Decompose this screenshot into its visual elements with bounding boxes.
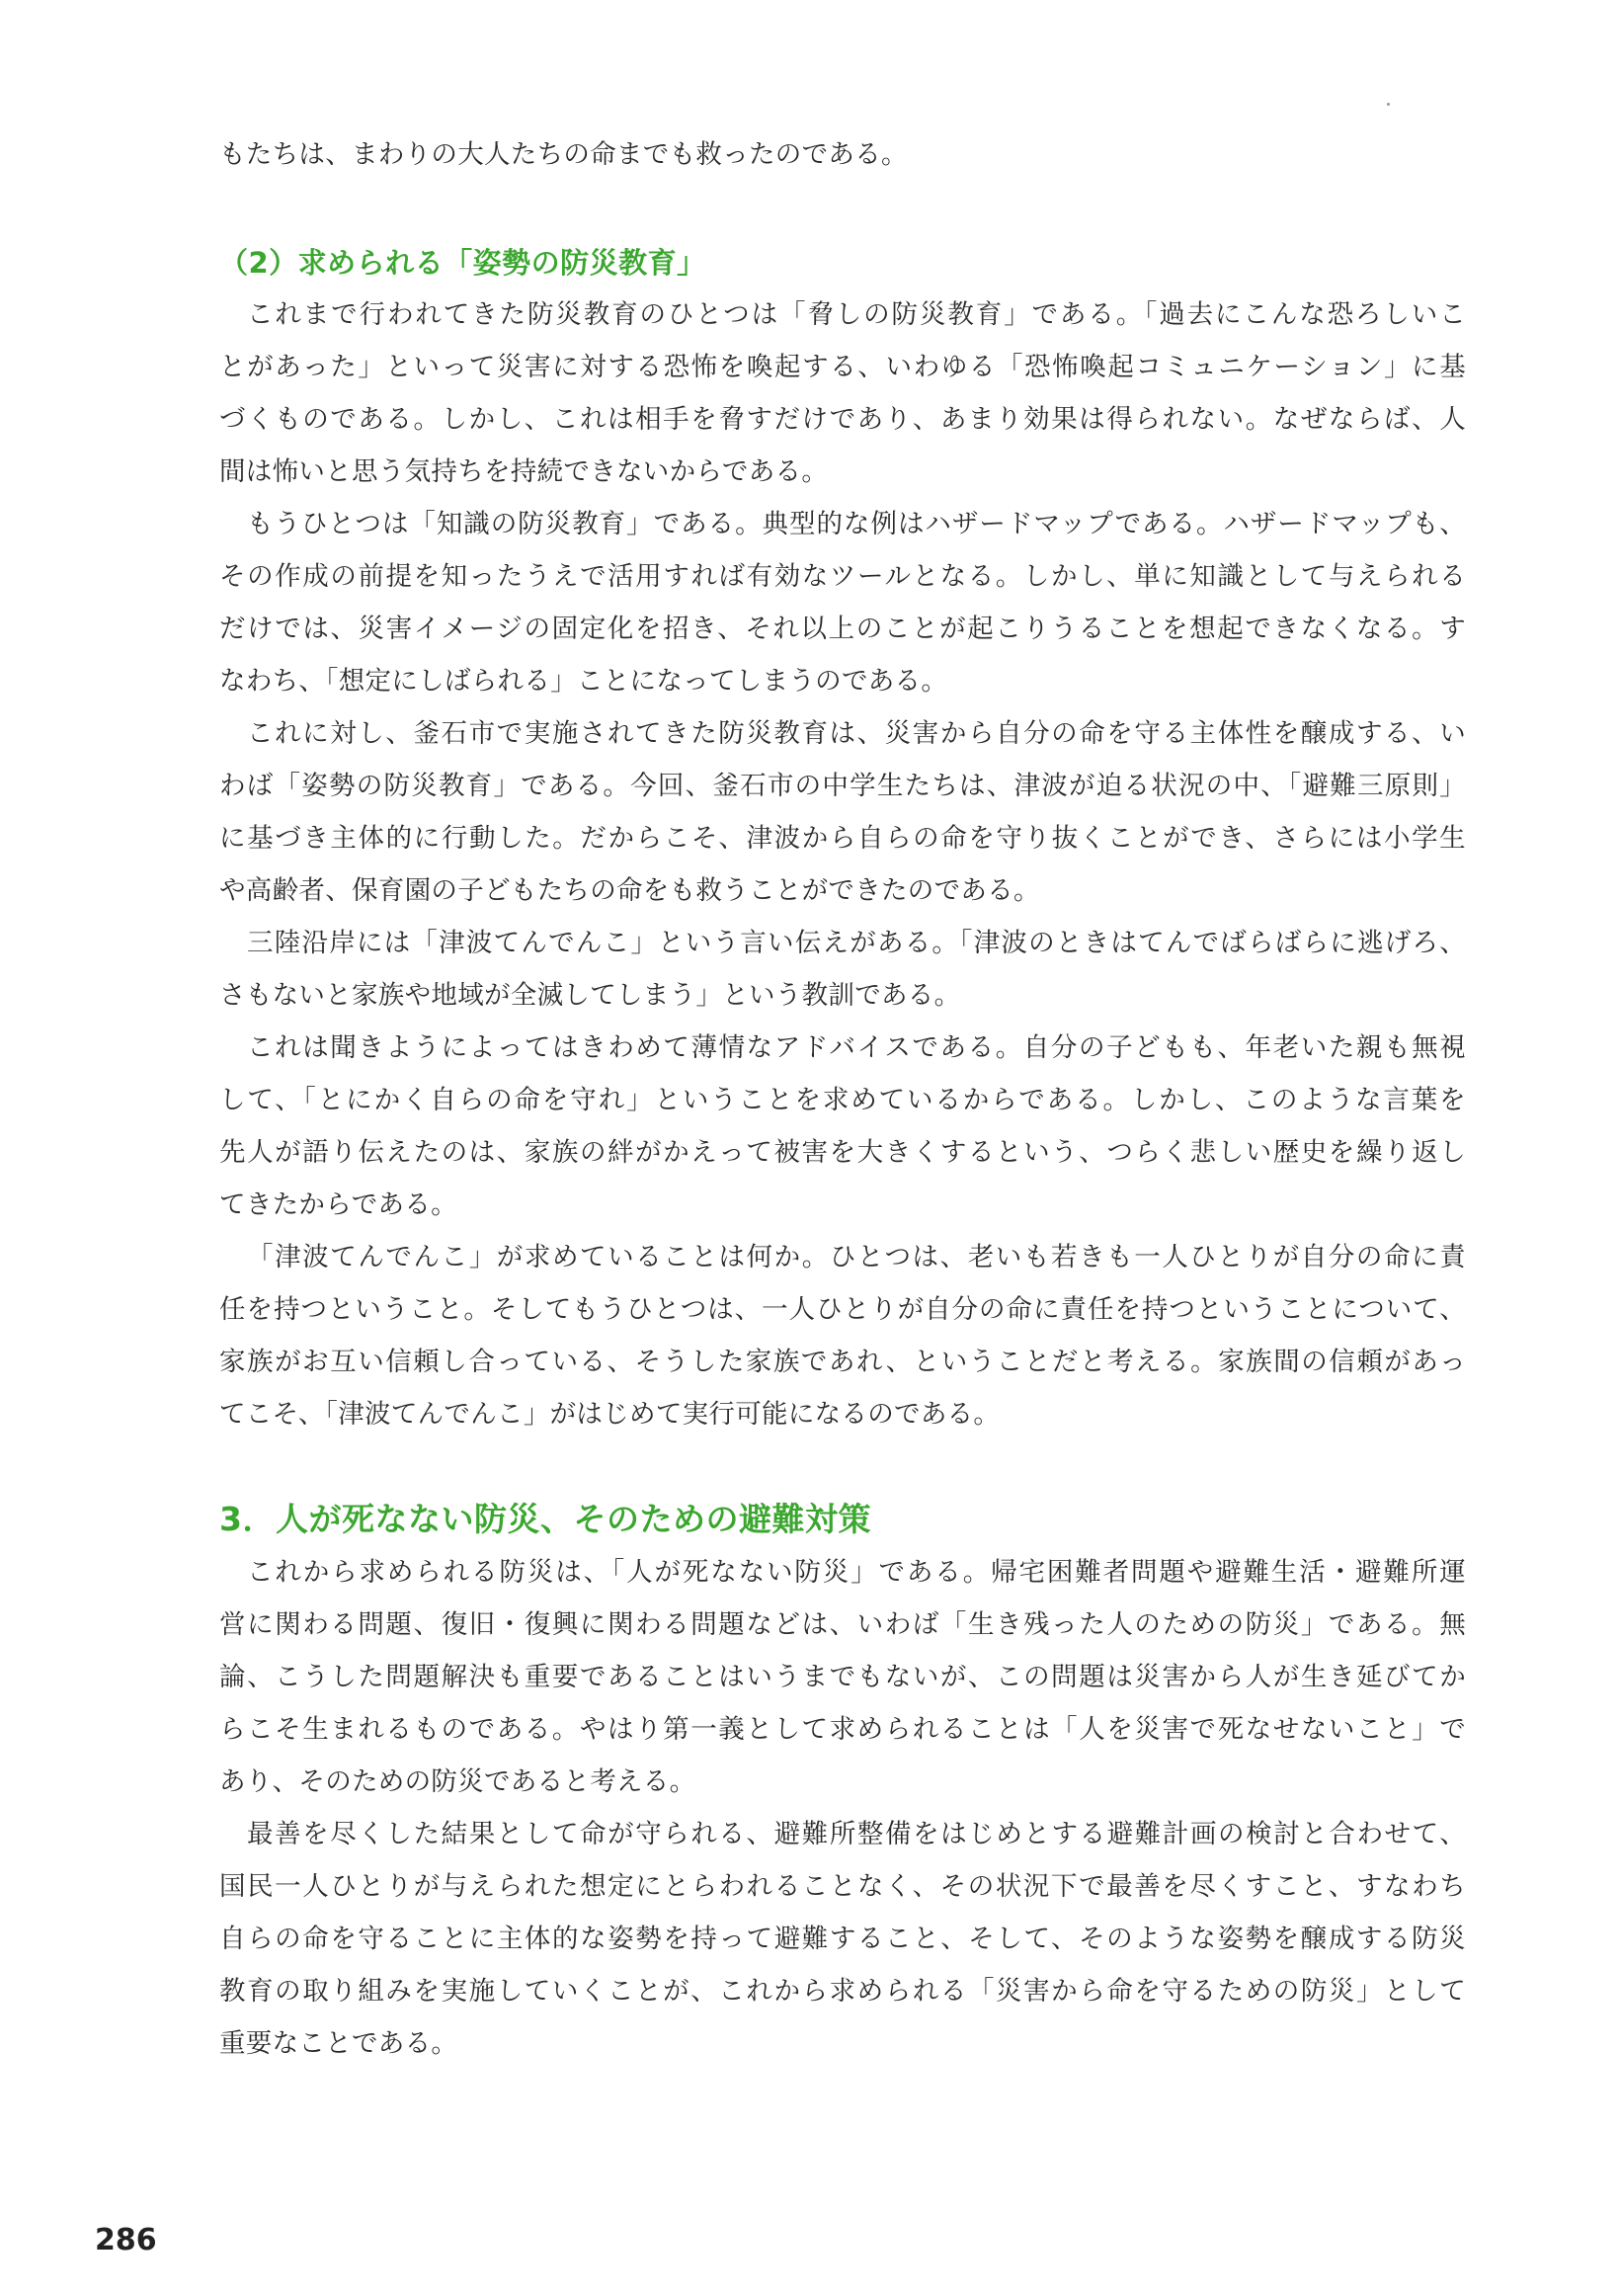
body-line: わば「姿勢の防災教育」である。今回、釜石市の中学生たちは、津波が迫る状況の中、「避難三原則」: [219, 771, 1466, 801]
body-line: づくものである。しかし、これは相手を脅すだけであり、あまり効果は得られない。なぜならば、人: [219, 404, 1466, 435]
body-line: なわち、「想定にしばられる」ことになってしまうのである。: [219, 666, 948, 697]
body-line: だけでは、災害イメージの固定化を招き、それ以上のことが起こりうることを想起できなくなる。す: [219, 614, 1466, 644]
body-line: その作成の前提を知ったうえで活用すれば有効なツールとなる。しかし、単に知識として与えられる: [219, 561, 1466, 592]
page-number: 286: [95, 2223, 157, 2257]
body-line: 重要なことである。: [219, 2028, 458, 2059]
section-3-heading: 3．人が死なない防災、そのための避難対策: [219, 1500, 871, 1538]
body-line: これは聞きようによってはきわめて薄情なアドバイスである。自分の子どもも、年老いた親も無視: [247, 1032, 1466, 1063]
section-2-heading: （2）求められる「姿勢の防災教育」: [219, 246, 706, 280]
body-line: とがあった」といって災害に対する恐怖を喚起する、いわゆる「恐怖喚起コミュニケーション」に基: [219, 352, 1466, 382]
body-line: 論、こうした問題解決も重要であることはいうまでもないが、この問題は災害から人が生き延びてか: [219, 1662, 1466, 1692]
body-line: 自らの命を守ることに主体的な姿勢を持って避難すること、そして、そのような姿勢を醸成する防災: [219, 1924, 1466, 1954]
body-line: 最善を尽くした結果として命が守られる、避難所整備をはじめとする避難計画の検討と合わせて、: [247, 1819, 1466, 1849]
body-line: 営に関わる問題、復旧・復興に関わる問題などは、いわば「生き残った人のための防災」である。無: [219, 1609, 1466, 1640]
body-line: てこそ、「津波てんでんこ」がはじめて実行可能になるのである。: [219, 1399, 1001, 1430]
body-line: 家族がお互い信頼し合っている、そうした家族であれ、ということだと考える。家族間の信頼があっ: [219, 1347, 1466, 1377]
body-line: 「津波てんでんこ」が求めていることは何か。ひとつは、老いも若きも一人ひとりが自分の命に責: [247, 1242, 1466, 1272]
body-line: 三陸沿岸には「津波てんでんこ」という言い伝えがある。「津波のときはてんでばらばらに逃げろ、: [247, 928, 1466, 958]
body-line: さもないと家族や地域が全滅してしまう」という教訓である。: [219, 980, 961, 1011]
body-line: 任を持つということ。そしてもうひとつは、一人ひとりが自分の命に責任を持つということについて、: [219, 1294, 1466, 1325]
body-line: てきたからである。: [219, 1189, 457, 1220]
body-line: 先人が語り伝えたのは、家族の絆がかえって被害を大きくするという、つらく悲しい歴史を繰り返し: [219, 1137, 1466, 1168]
body-line: や高齢者、保育園の子どもたちの命をも救うことができたのである。: [219, 875, 1040, 906]
scan-speck: [1387, 103, 1390, 106]
body-line: に基づき主体的に行動した。だからこそ、津波から自らの命を守り抜くことができ、さらには小学生: [219, 823, 1466, 854]
body-line: 教育の取り組みを実施していくことが、これから求められる「災害から命を守るための防災」として: [219, 1976, 1466, 2007]
body-line: 間は怖いと思う気持ちを持続できないからである。: [219, 456, 829, 487]
body-line: して、「とにかく自らの命を守れ」ということを求めているからである。しかし、このような言葉を: [219, 1085, 1466, 1115]
body-line: これから求められる防災は、「人が死なない防災」である。帰宅困難者問題や避難生活・避難所運: [247, 1557, 1466, 1588]
body-line: これまで行われてきた防災教育のひとつは「脅しの防災教育」である。「過去にこんな恐ろしいこ: [247, 299, 1466, 330]
body-line: これに対し、釜石市で実施されてきた防災教育は、災害から自分の命を守る主体性を醸成する、い: [247, 718, 1466, 749]
body-line: らこそ生まれるものである。やはり第一義として求められることは「人を災害で死なせないこと」で: [219, 1714, 1466, 1745]
intro-line: もたちは、まわりの大人たちの命までも救ったのである。: [219, 139, 908, 170]
body-line: もうひとつは「知識の防災教育」である。典型的な例はハザードマップである。ハザードマップも、: [247, 509, 1466, 539]
body-line: 国民一人ひとりが与えられた想定にとらわれることなく、その状況下で最善を尽くすこと、すなわち: [219, 1871, 1466, 1902]
body-line: あり、そのための防災であると考える。: [219, 1766, 696, 1797]
